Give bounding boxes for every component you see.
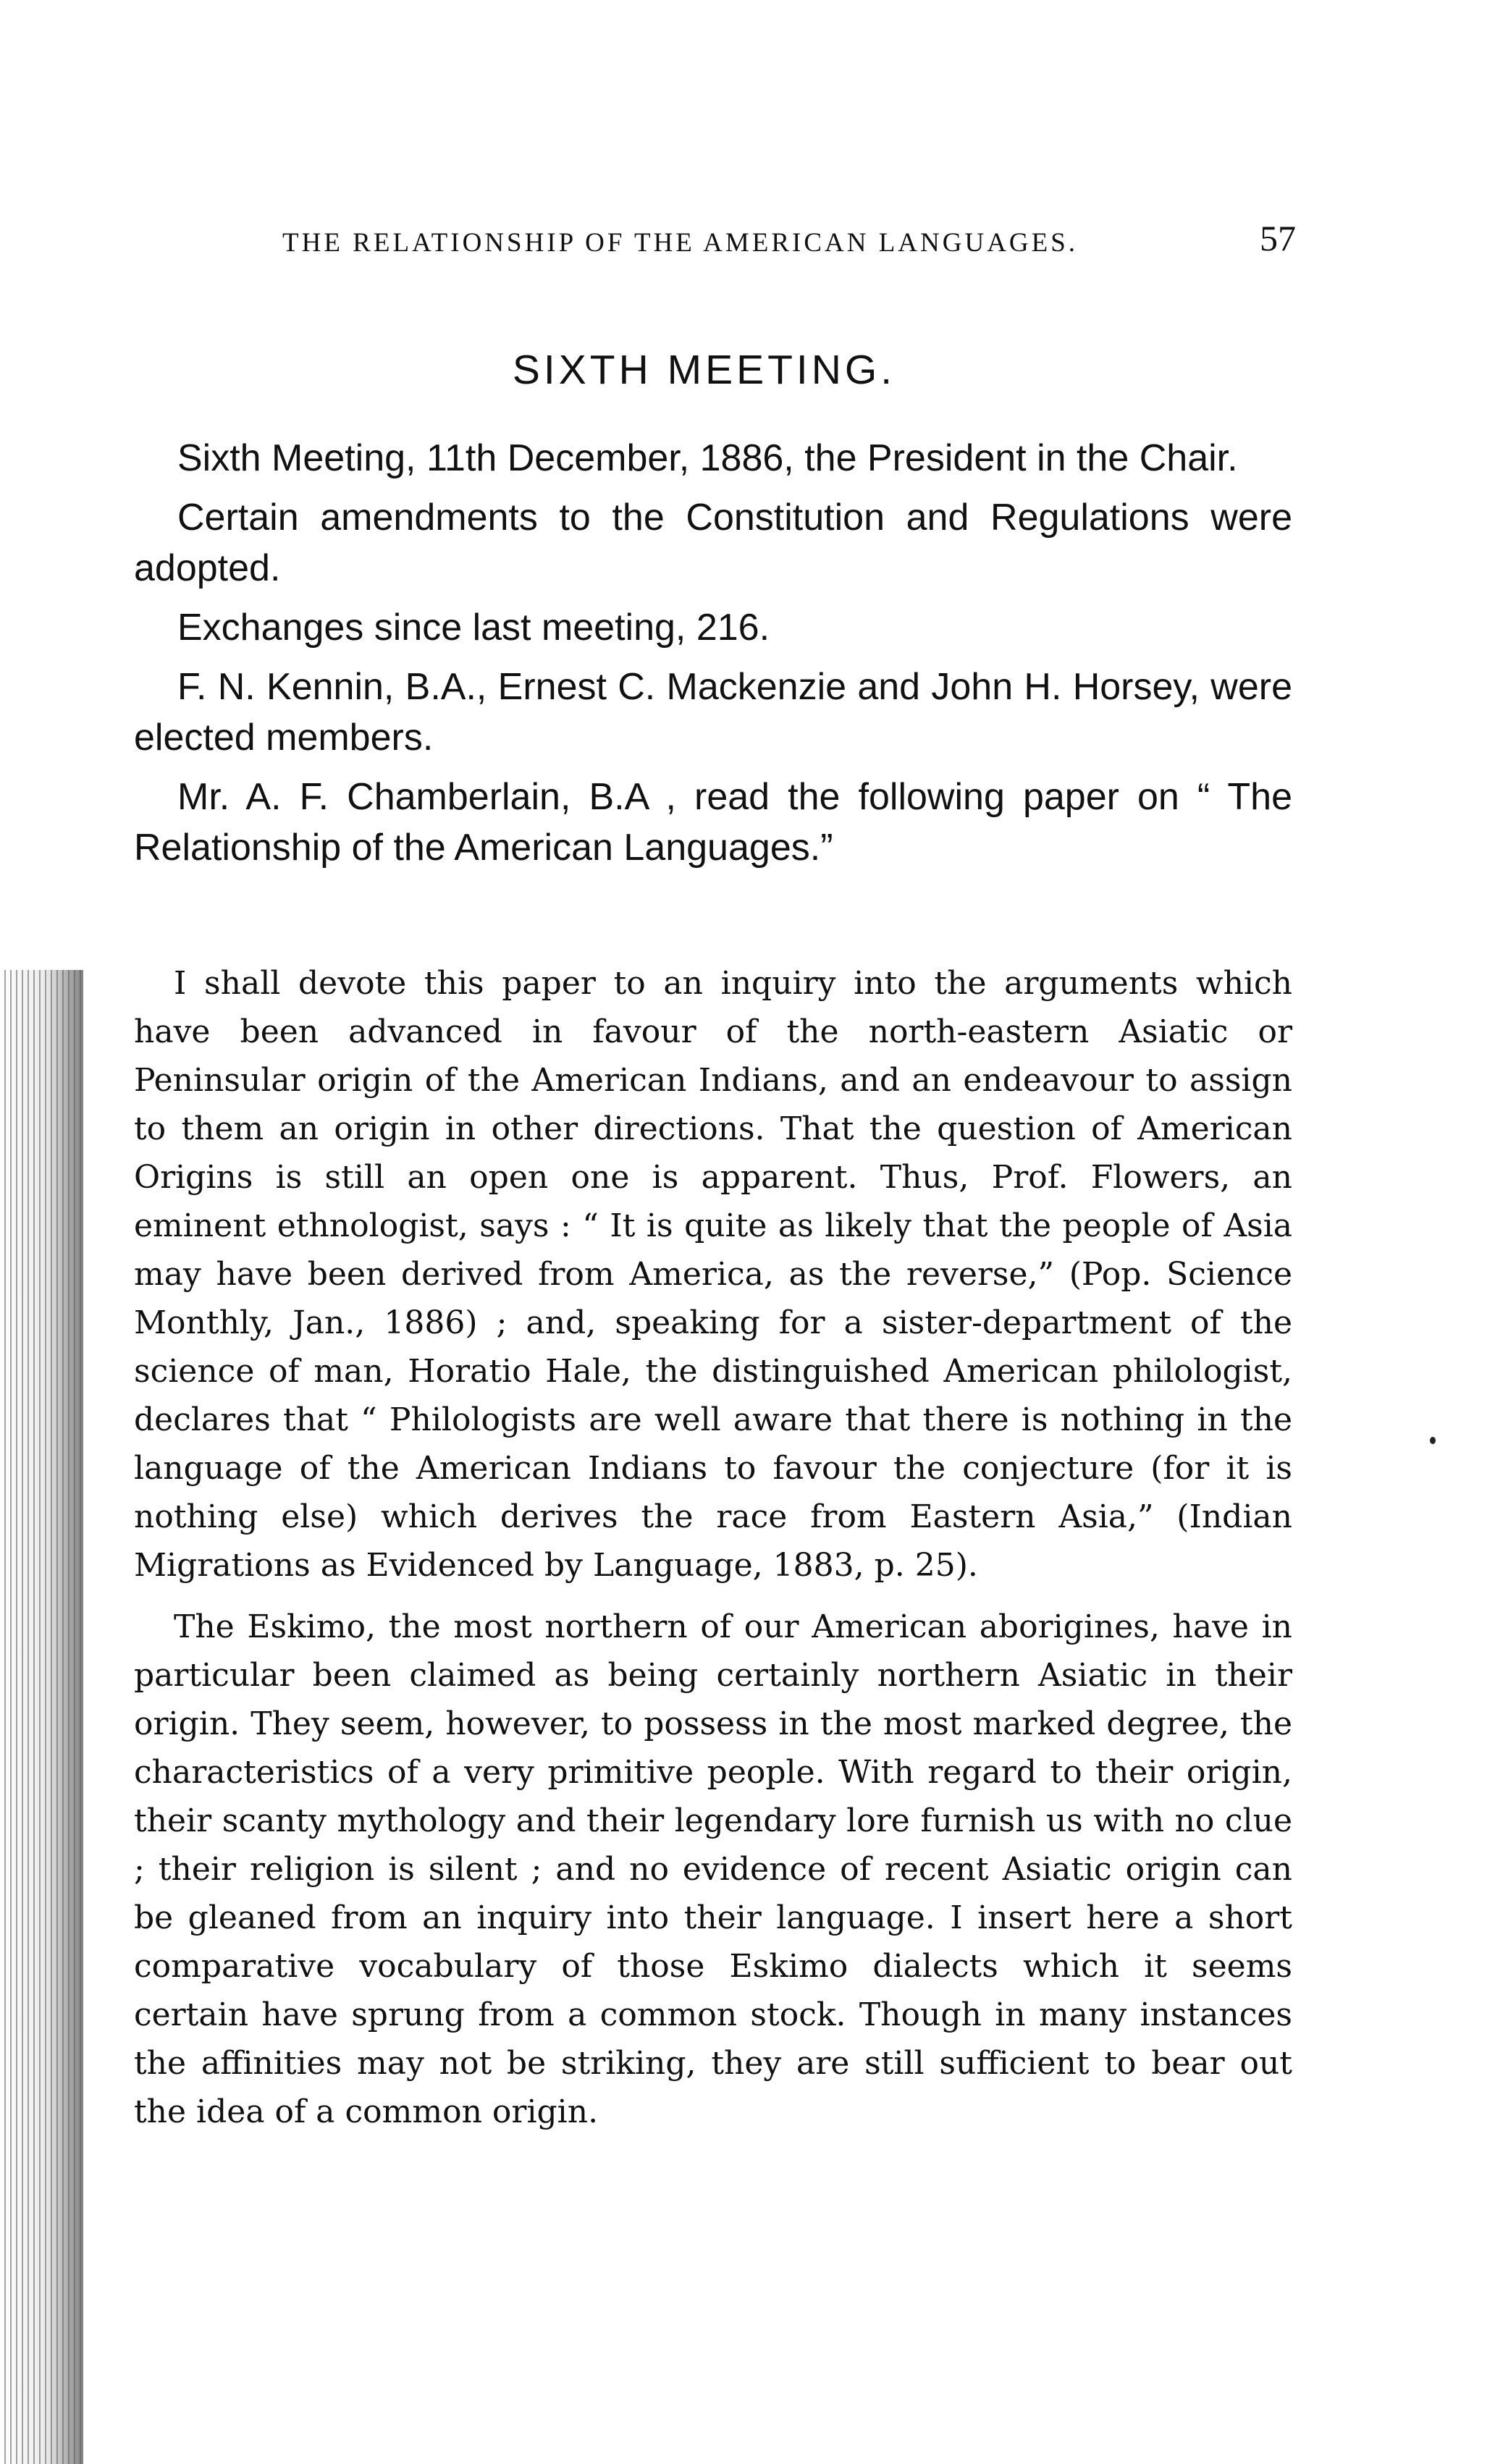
section-heading: SIXTH MEETING. <box>512 347 896 393</box>
meeting-minutes <box>134 433 1292 882</box>
minutes-paragraph: Sixth Meeting, 11th December, 1886, the President in the Chair. <box>177 437 1238 479</box>
page-number: 57 <box>1260 218 1296 258</box>
paper-body <box>134 959 1292 2149</box>
body-paragraph: I shall devote this paper to an inquiry into the arguments which have been advanced in favour of the north-eastern Asiatic or Peninsular origin of the American Indians, and an endeavour to assign to them an origin in other directions. That the question of American Origins is still an open one is apparent. Thus, Prof. Flowers, an eminent ethnologist, says : “ It is quite as likely that the people of Asia may have been derived from America, as the reverse,” (Pop. Science Monthly, Jan., 1886) ; and, speaking for a sister-department of the science of man, Horatio Hale, the distinguished American philologist, declares that “ Philologists are well aware that there is nothing in the language of the American Indians to favour the conjecture (for it is nothing else) which derives the race from Eastern Asia,” (Indian Migrations as Evidenced by Language, 1883, p. 25). <box>134 965 1292 1584</box>
minutes-paragraph: Exchanges since last meeting, 216. <box>177 607 770 649</box>
margin-mark <box>1430 1437 1436 1444</box>
minutes-paragraph: F. N. Kennin, B.A., Ernest C. Mackenzie and John H. Horsey, were elected members. <box>134 666 1292 759</box>
minutes-paragraph: Mr. A. F. Chamberlain, B.A , read the following paper on “ The Relationship of the American Languages.” <box>134 776 1292 869</box>
running-head <box>282 217 1296 275</box>
running-title: THE RELATIONSHIP OF THE AMERICAN LANGUAGES. <box>282 228 1079 258</box>
body-paragraph: The Eskimo, the most northern of our American aborigines, have in particular been claimed as being certainly northern Asiatic in their origin. They seem, however, to possess in the most marked degree, the characteristics of a very primitive people. With regard to their origin, their scanty mythology and their legendary lore furnish us with no clue ; their religion is silent ; and no evidence of recent Asiatic origin can be gleaned from an inquiry into their language. I insert here a short comparative vocabulary of those Eskimo dialects which it seems certain have sprung from a common stock. Though in many instances the affinities may not be striking, they are still sufficient to bear out the idea of a common origin. <box>134 1608 1292 2130</box>
minutes-paragraph: Certain amendments to the Constitution and Regulations were adopted. <box>134 497 1292 589</box>
binding-shadow <box>0 970 83 2464</box>
